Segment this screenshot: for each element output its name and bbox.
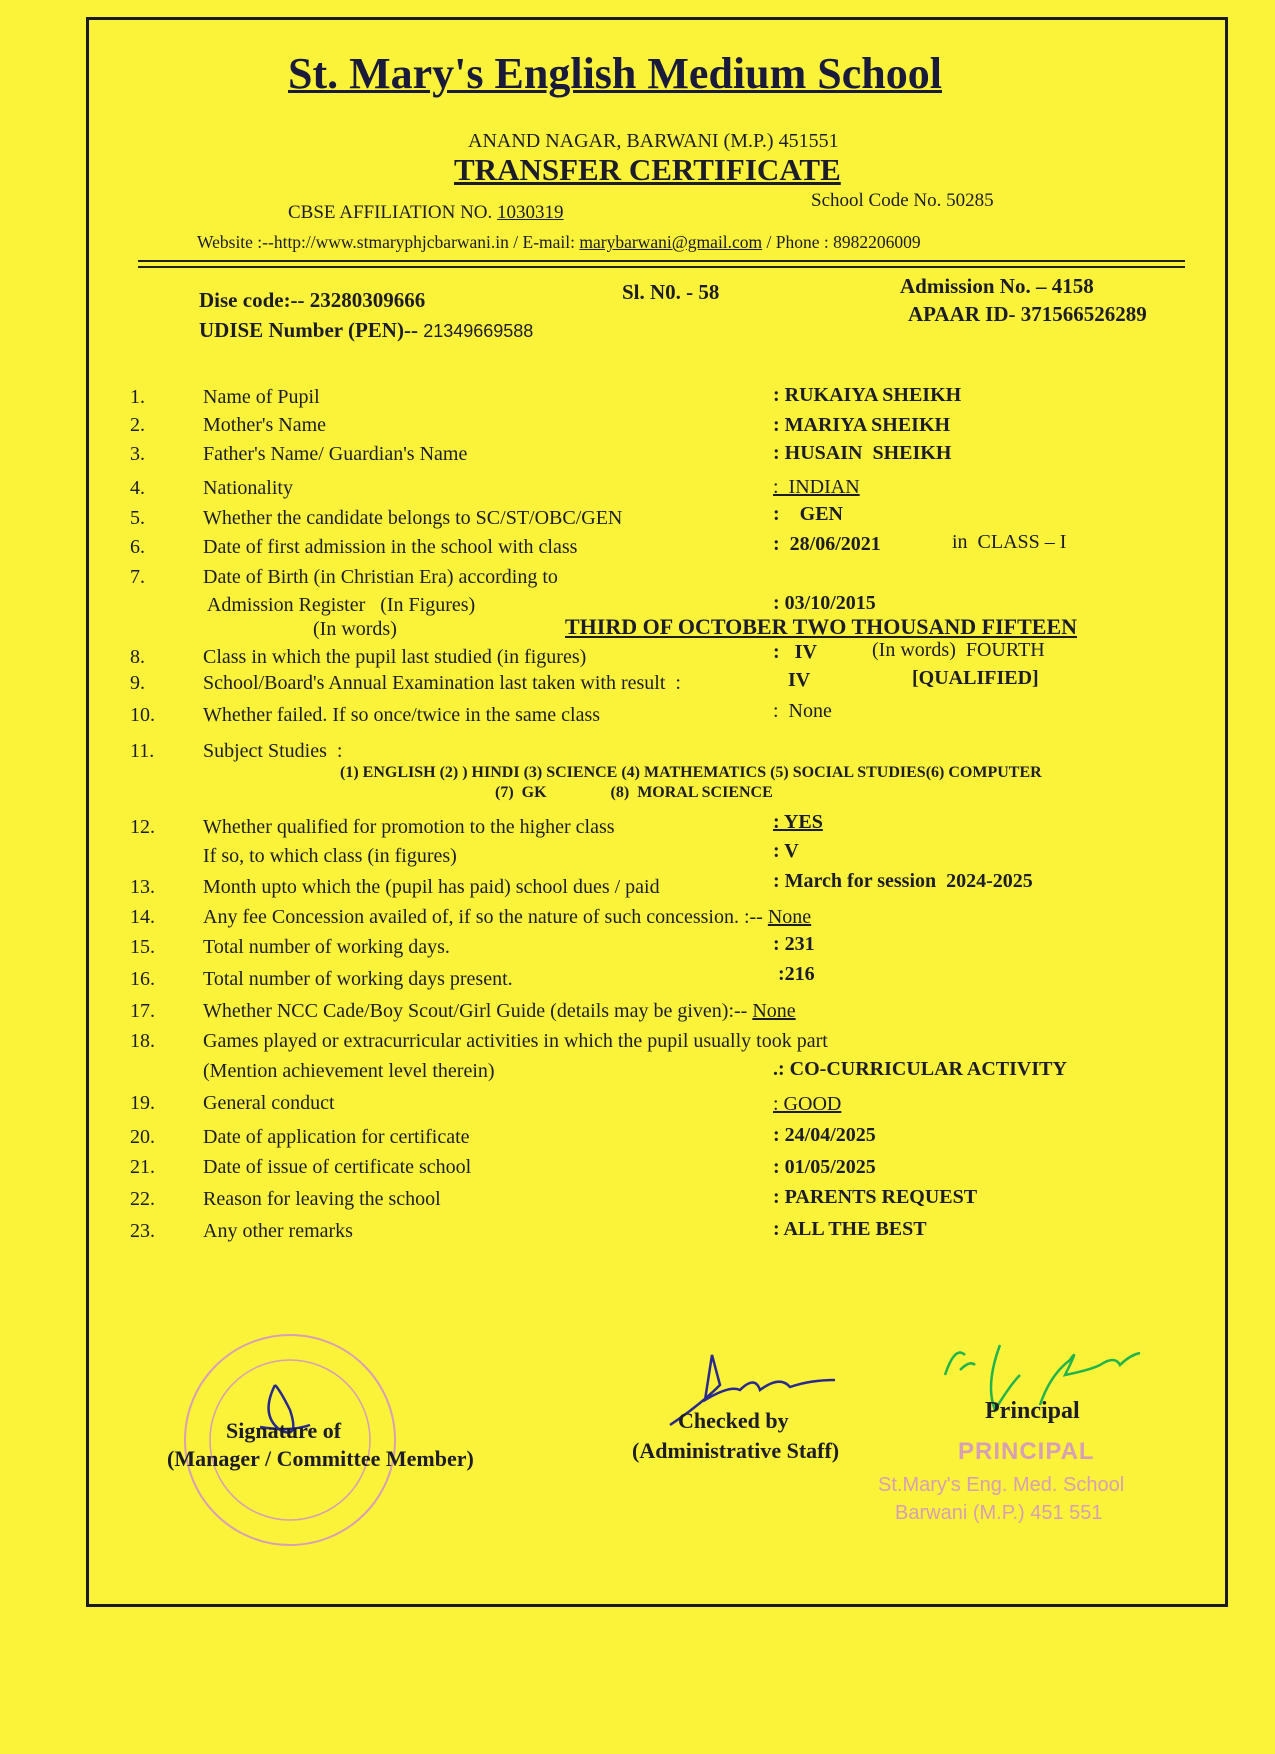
- row-label-line: [203, 816, 615, 839]
- row-value: : 231: [773, 933, 815, 955]
- serial-number: Sl. N0. - 58: [622, 280, 720, 304]
- website: Website :--http://www.stmaryphjcbarwani.in / E-mail:: [197, 232, 580, 252]
- row-label-line: [203, 618, 397, 641]
- row-label: Any other remarks: [203, 1220, 353, 1242]
- row-label: Whether NCC Cade/Boy Scout/Girl Guide (details may be given):--: [203, 1000, 753, 1022]
- row-value: None: [767, 906, 812, 928]
- email: marybarwani@gmail.com: [579, 232, 763, 252]
- principal-stamp-address: Barwani (M.P.) 451 551: [895, 1502, 1103, 1524]
- row-label: Whether qualified for promotion to the higher class: [203, 816, 615, 838]
- manager-signature-label: Signature of: [226, 1418, 342, 1443]
- affiliation-label: CBSE AFFILIATION NO.: [288, 202, 493, 223]
- row-label-line: [203, 443, 467, 466]
- row-value: None: [752, 1000, 796, 1022]
- principal-stamp-school: St.Mary's Eng. Med. School: [878, 1474, 1125, 1496]
- row-label-line: [203, 1156, 471, 1179]
- staff-signature-role: (Administrative Staff): [632, 1438, 840, 1463]
- row-label: (In words): [203, 618, 397, 640]
- row-label-line: [203, 845, 457, 868]
- dise-code: Dise code:-- 23280309666: [199, 288, 426, 312]
- row-number: 1.: [130, 386, 145, 408]
- row-number: 6.: [130, 536, 145, 558]
- contact-line: [197, 232, 921, 253]
- udise-number: [199, 318, 533, 343]
- row-number: 18.: [130, 1030, 155, 1052]
- row-value: : 24/04/2025: [773, 1124, 876, 1146]
- row-label-line: [203, 1220, 353, 1243]
- school-name: St. Mary's English Medium School: [288, 49, 942, 98]
- row-value: : GOOD: [773, 1093, 842, 1115]
- row-value: IV: [773, 669, 811, 691]
- row-label-line: [203, 740, 342, 763]
- row-number: 23.: [130, 1220, 155, 1242]
- row-label: Games played or extracurricular activities in which the pupil usually took part: [203, 1030, 828, 1052]
- row-label: Date of first admission in the school with class: [203, 536, 578, 558]
- row-label: (Mention achievement level therein): [203, 1060, 495, 1082]
- row-label-line: [203, 906, 811, 929]
- subjects-line-1: (1) ENGLISH (2) ) HINDI (3) SCIENCE (4) MATHEMATICS (5) SOCIAL STUDIES(6) COMPUTER: [340, 764, 1042, 781]
- row-label-line: [203, 646, 586, 669]
- row-number: 9.: [130, 672, 145, 694]
- subjects-line-2: (7) GK (8) MORAL SCIENCE: [495, 784, 773, 801]
- row-number: 11.: [130, 740, 155, 762]
- row-value: .: CO-CURRICULAR ACTIVITY: [773, 1058, 1067, 1080]
- school-address: ANAND NAGAR, BARWANI (M.P.) 451551: [468, 130, 839, 152]
- row-value: : GEN: [773, 503, 843, 525]
- row-value: : None: [773, 700, 832, 722]
- row-label-line: [203, 1188, 441, 1211]
- row-label-line: [203, 1060, 495, 1083]
- row-number: 2.: [130, 414, 145, 436]
- manager-signature-role: (Manager / Committee Member): [167, 1446, 474, 1471]
- row-label-line: [203, 1000, 796, 1023]
- row-number: 15.: [130, 936, 155, 958]
- row-label-line: [203, 1030, 828, 1053]
- udise-value: 21349669588: [423, 321, 534, 341]
- row-value: : 03/10/2015: [773, 592, 876, 614]
- row-value: : 01/05/2025: [773, 1156, 876, 1178]
- row-value: : INDIAN: [773, 476, 860, 498]
- row-value: : PARENTS REQUEST: [773, 1186, 978, 1208]
- row-number: 20.: [130, 1126, 155, 1148]
- row-number: 17.: [130, 1000, 155, 1022]
- row-label: School/Board's Annual Examination last taken with result :: [203, 672, 681, 694]
- row-value: : MARIYA SHEIKH: [773, 414, 951, 436]
- row-label: Total number of working days.: [203, 936, 450, 958]
- cbse-affiliation: [288, 202, 564, 224]
- row-label: General conduct: [203, 1092, 335, 1114]
- row-label-line: [203, 566, 558, 589]
- row-value: : IV: [773, 641, 817, 663]
- row-extra-value: in CLASS – I: [952, 531, 1067, 553]
- row-number: 12.: [130, 816, 155, 838]
- row-extra-value: [QUALIFIED]: [912, 667, 1039, 689]
- row-label-line: [203, 477, 293, 500]
- row-label: If so, to which class (in figures): [203, 845, 457, 867]
- staff-signature-label: Checked by: [678, 1408, 789, 1433]
- row-label: Any fee Concession availed of, if so the nature of such concession. :--: [203, 906, 768, 928]
- row-label-line: [203, 414, 326, 437]
- row-label: Class in which the pupil last studied (in figures): [203, 646, 587, 668]
- row-value: : 28/06/2021: [773, 533, 881, 555]
- row-label: Date of Birth (in Christian Era) according to: [203, 566, 558, 588]
- row-value: : RUKAIYA SHEIKH: [773, 384, 962, 406]
- row-number: 7.: [130, 566, 145, 588]
- row-number: 10.: [130, 704, 155, 726]
- phone: / Phone : 8982206009: [762, 232, 921, 252]
- row-label: Nationality: [203, 477, 293, 499]
- row-label: Date of issue of certificate school: [203, 1156, 472, 1178]
- row-label: Whether failed. If so once/twice in the same class: [203, 704, 601, 726]
- row-number: 3.: [130, 443, 145, 465]
- row-label-line: [203, 876, 660, 899]
- row-label: Admission Register (In Figures): [203, 594, 476, 616]
- row-label-line: [203, 594, 475, 617]
- row-label: Mother's Name: [203, 414, 327, 436]
- row-label-line: [203, 536, 577, 559]
- row-value: : YES: [773, 811, 823, 833]
- row-value: : ALL THE BEST: [773, 1218, 927, 1240]
- row-label-line: [203, 507, 622, 530]
- row-number: 19.: [130, 1092, 155, 1114]
- row-label: Date of application for certificate: [203, 1126, 470, 1148]
- row-extra-value: (In words) FOURTH: [872, 639, 1045, 661]
- row-label-line: [203, 704, 600, 727]
- row-label-line: [203, 1126, 470, 1149]
- row-label-line: [203, 936, 450, 959]
- row-label: Total number of working days present.: [203, 968, 513, 990]
- admission-number: Admission No. – 4158: [900, 274, 1094, 298]
- row-value: : V: [773, 840, 799, 862]
- row-number: 14.: [130, 906, 155, 928]
- row-label: Whether the candidate belongs to SC/ST/OBC/GEN: [203, 507, 623, 529]
- row-label-line: [203, 968, 513, 991]
- row-number: 21.: [130, 1156, 155, 1178]
- row-label: Reason for leaving the school: [203, 1188, 441, 1210]
- row-number: 4.: [130, 477, 145, 499]
- principal-label: Principal: [985, 1398, 1080, 1424]
- row-label-line: [203, 672, 681, 695]
- row-label: Father's Name/ Guardian's Name: [203, 443, 468, 465]
- certificate-title: TRANSFER CERTIFICATE: [454, 152, 841, 187]
- affiliation-number: 1030319: [497, 202, 564, 223]
- principal-stamp: PRINCIPAL: [958, 1438, 1095, 1465]
- row-value: THIRD OF OCTOBER TWO THOUSAND FIFTEEN: [565, 614, 1078, 639]
- row-number: 16.: [130, 968, 155, 990]
- udise-label: UDISE Number (PEN)--: [199, 318, 424, 342]
- row-number: 5.: [130, 507, 145, 529]
- row-label: Subject Studies :: [203, 740, 343, 762]
- school-code: School Code No. 50285: [811, 190, 994, 211]
- row-number: 8.: [130, 646, 145, 668]
- row-number: 13.: [130, 876, 155, 898]
- row-label-line: [203, 1092, 335, 1115]
- row-label-line: [203, 386, 320, 409]
- row-label: Name of Pupil: [203, 386, 320, 408]
- header-divider: [138, 266, 1185, 268]
- apaar-id: APAAR ID- 371566526289: [908, 302, 1147, 326]
- row-number: 22.: [130, 1188, 155, 1210]
- header-divider: [138, 260, 1185, 262]
- row-value: :216: [773, 963, 815, 985]
- row-label: Month upto which the (pupil has paid) school dues / paid: [203, 876, 660, 898]
- row-value: : HUSAIN SHEIKH: [773, 442, 952, 464]
- row-value: : March for session 2024-2025: [773, 870, 1033, 892]
